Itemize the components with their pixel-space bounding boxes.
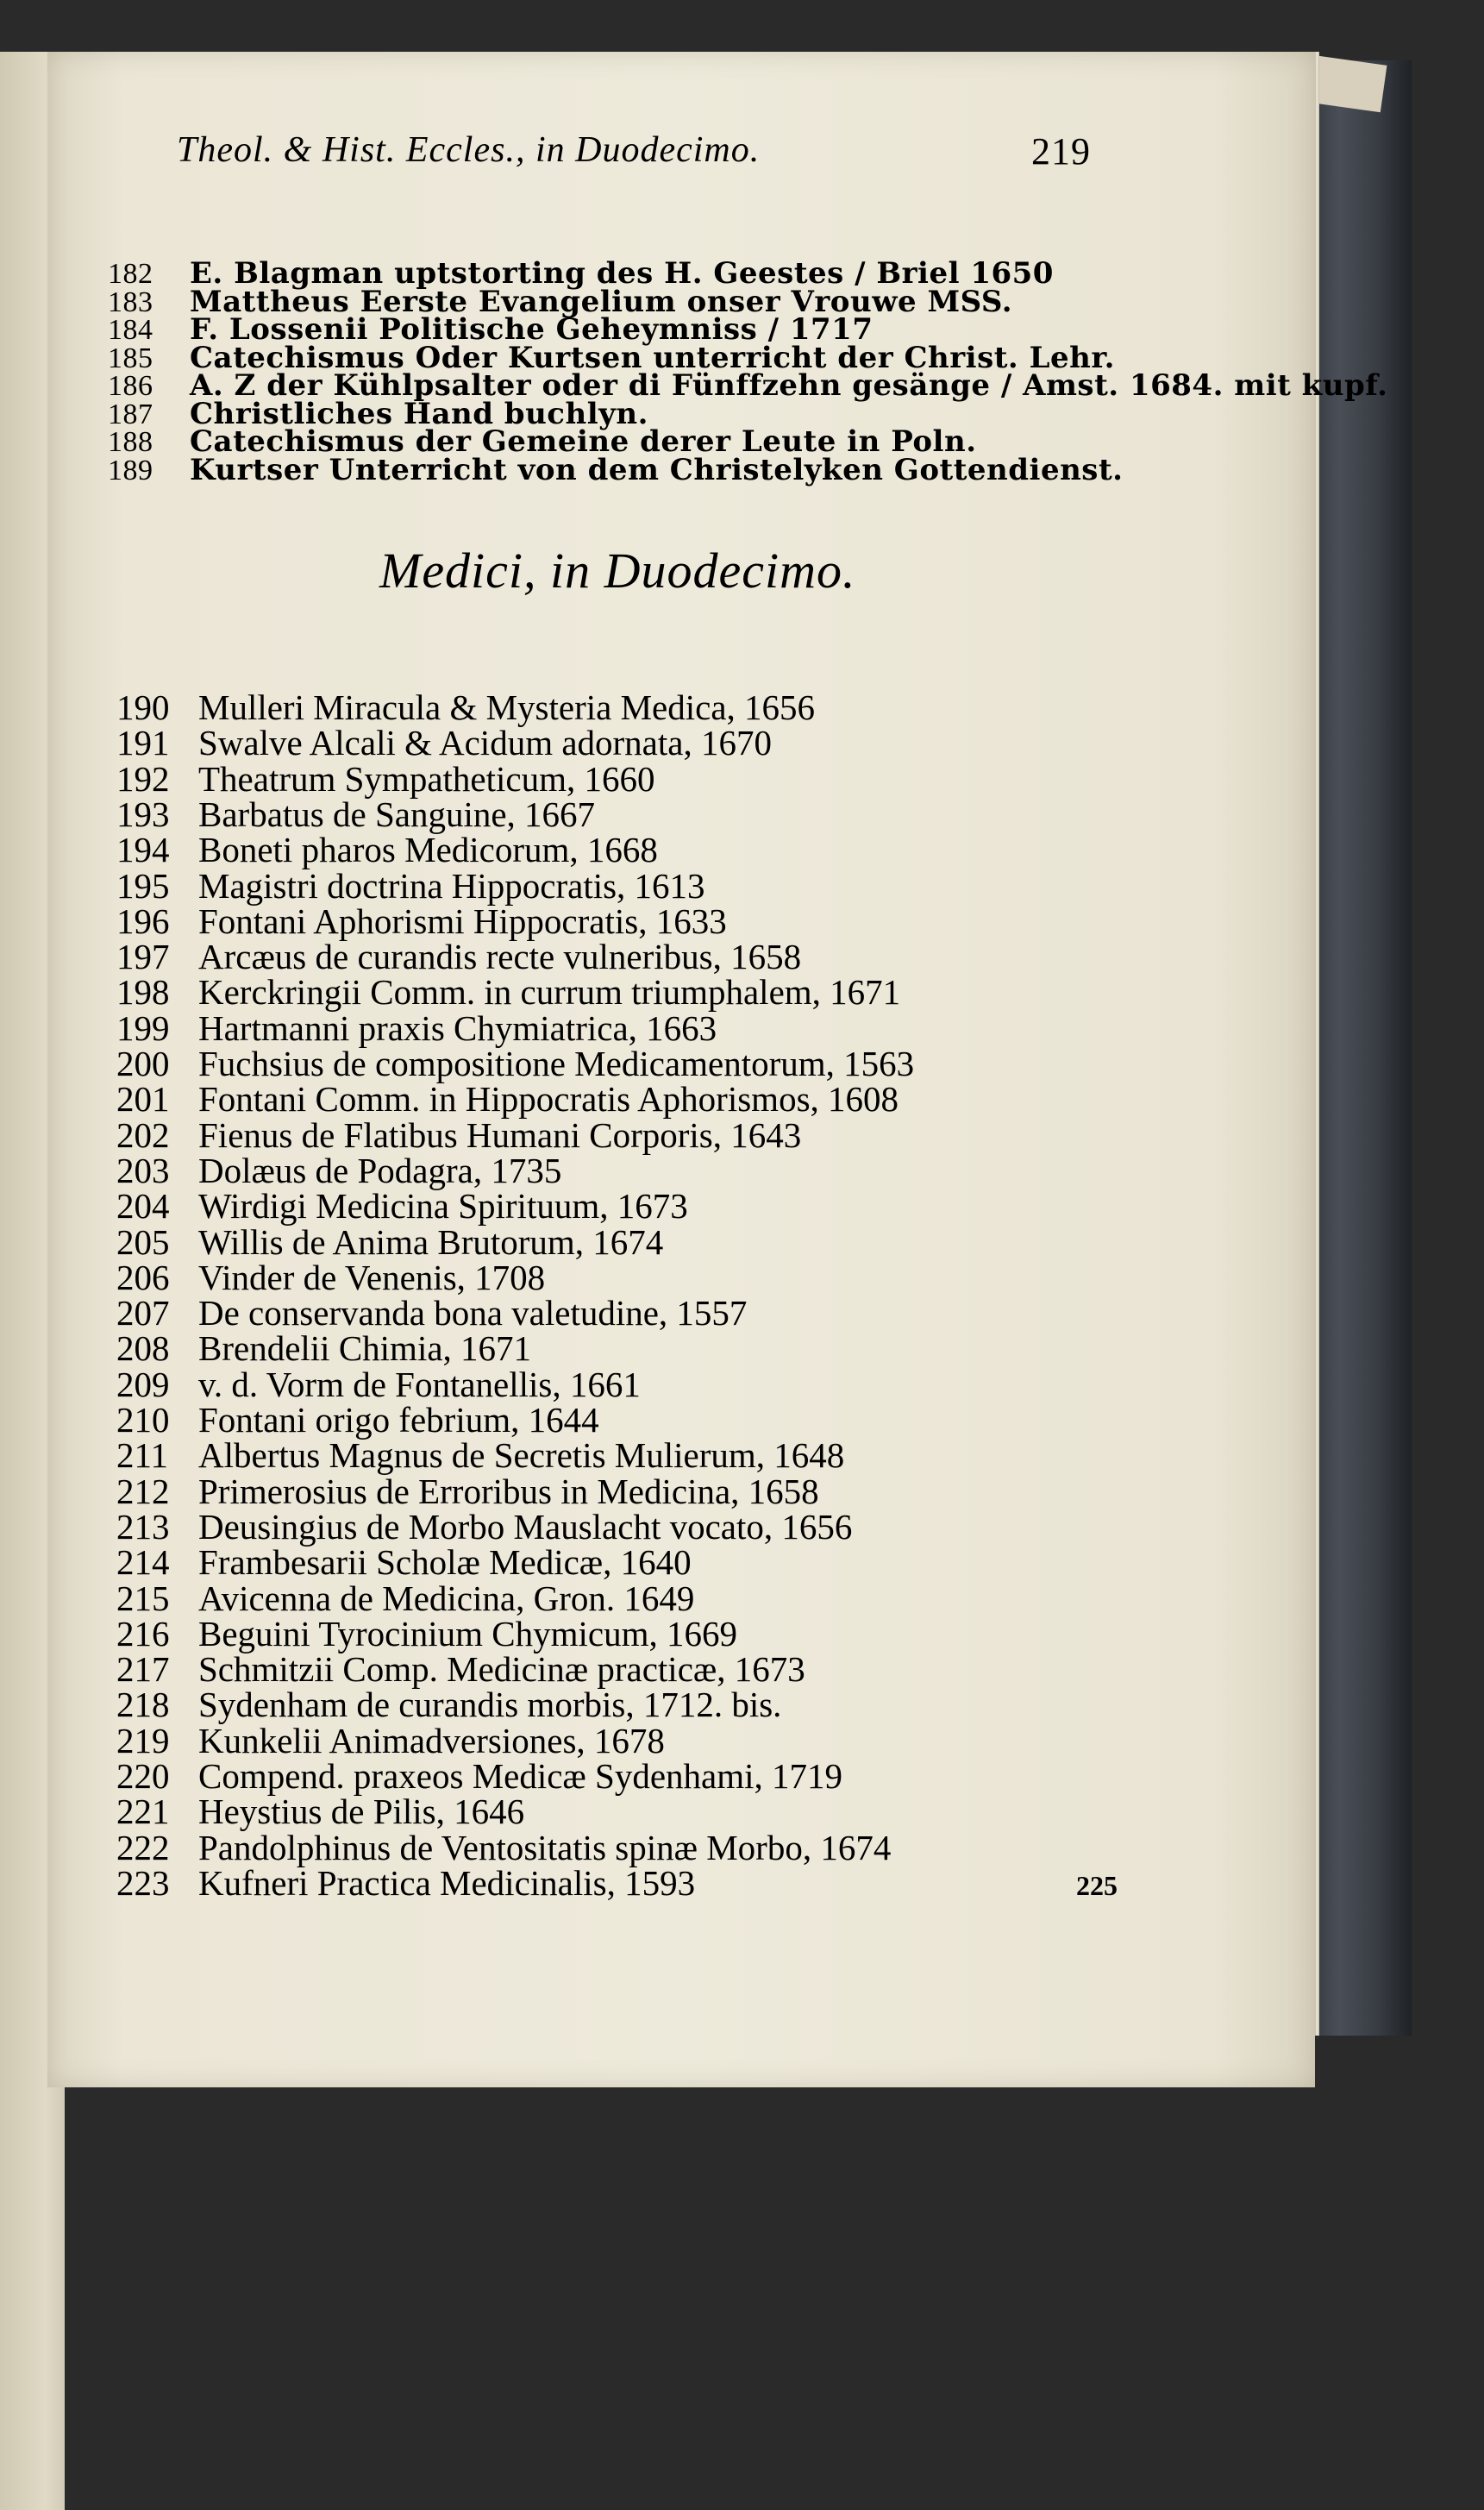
entry-title: Kurtser Unterricht von dem Christelyken Gottendienst. — [190, 452, 1124, 487]
entry-title: Theatrum Sympatheticum, 1660 — [198, 758, 655, 799]
catalog-entry — [116, 1506, 853, 1547]
entry-title: Schmitzii Comp. Medicinæ practicæ, 1673 — [198, 1649, 805, 1690]
catalog-entry — [116, 900, 727, 941]
entry-number: 185 — [108, 342, 153, 374]
catalog-entry — [116, 1720, 665, 1760]
entry-number: 195 — [116, 865, 170, 906]
entry-number: 182 — [108, 258, 153, 290]
entry-number: 184 — [108, 314, 153, 346]
catalog-entry — [116, 1046, 914, 1082]
catalog-entry — [116, 939, 801, 975]
entry-number: 203 — [116, 1150, 170, 1190]
entry-number: 211 — [116, 1435, 168, 1476]
catalog-entry — [116, 1079, 899, 1120]
entry-title: Fontani Aphorismi Hippocratis, 1633 — [198, 900, 727, 941]
catalog-entry — [116, 725, 772, 761]
catalog-entry — [116, 1150, 562, 1190]
entry-number: 223 — [116, 1862, 170, 1903]
entry-number: 209 — [116, 1364, 170, 1404]
catalog-entry — [116, 1402, 599, 1438]
entry-number: 189 — [108, 454, 153, 486]
catalog-entry — [116, 1114, 802, 1155]
entry-number: 193 — [116, 794, 170, 834]
entry-number: 199 — [116, 1007, 170, 1048]
catalog-entry — [116, 794, 596, 834]
catchword: 225 — [1076, 1870, 1118, 1901]
entry-number: 219 — [116, 1720, 170, 1760]
catalog-entry — [116, 1827, 892, 1867]
entry-number: 222 — [116, 1827, 170, 1867]
entry-number: 183 — [108, 286, 153, 318]
catalog-entry — [108, 452, 1124, 487]
entry-title: Magistri doctrina Hippocratis, 1613 — [198, 865, 705, 906]
catalog-entry — [116, 1221, 664, 1262]
catalog-entry — [116, 687, 816, 727]
entry-title: Boneti pharos Medicorum, 1668 — [198, 830, 658, 870]
entry-number: 208 — [116, 1328, 170, 1369]
entry-number: 212 — [116, 1471, 170, 1511]
entry-title: Avicenna de Medicina, Gron. 1649 — [198, 1578, 695, 1618]
entry-title: Vinder de Venenis, 1708 — [198, 1257, 546, 1297]
entry-title: Fontani origo febrium, 1644 — [198, 1400, 599, 1440]
entry-number: 215 — [116, 1578, 170, 1618]
entry-title: E. Blagman uptstorting des H. Geestes / Briel 1650 — [190, 256, 1054, 291]
catalog-entry — [116, 1542, 692, 1583]
entry-title: Christliches Hand buchlyn. — [190, 396, 648, 431]
entry-title: Catechismus Oder Kurtsen unterricht der Christ. Lehr. — [190, 340, 1115, 375]
entry-title: Fuchsius de compositione Medicamentorum, 1563 — [198, 1044, 915, 1083]
entry-number: 206 — [116, 1257, 170, 1297]
entry-number: 202 — [116, 1114, 170, 1155]
catalog-entry — [116, 1578, 695, 1618]
entry-number: 192 — [116, 758, 170, 799]
entry-title: Frambesarii Scholæ Medicæ, 1640 — [198, 1542, 692, 1583]
entry-number: 214 — [116, 1542, 170, 1583]
entry-number: 218 — [116, 1685, 170, 1725]
entry-title: Hartmanni praxis Chymiatrica, 1663 — [198, 1007, 717, 1048]
entry-number: 186 — [108, 370, 153, 402]
entry-title: Fienus de Flatibus Humani Corporis, 1643 — [198, 1114, 802, 1155]
catalog-entry — [116, 972, 901, 1013]
entry-title: Heystius de Pilis, 1646 — [198, 1792, 525, 1832]
entry-title: Brendelii Chimia, 1671 — [198, 1328, 532, 1369]
entry-title: Beguini Tyrocinium Chymicum, 1669 — [198, 1613, 738, 1653]
catalog-entry — [116, 758, 655, 799]
catalog-entry — [116, 1649, 805, 1690]
entry-title: Willis de Anima Brutorum, 1674 — [198, 1221, 664, 1262]
entry-title: Compend. praxeos Medicæ Sydenhami, 1719 — [198, 1756, 843, 1796]
catalog-entry — [116, 865, 705, 906]
entry-title: Primerosius de Erroribus in Medicina, 1658 — [198, 1471, 819, 1511]
entry-title: Barbatus de Sanguine, 1667 — [198, 794, 596, 834]
entry-number: 220 — [116, 1756, 170, 1796]
entry-title: F. Lossenii Politische Geheymniss / 1717 — [190, 312, 873, 347]
entry-title: Kerckringii Comm. in currum triumphalem, 1671 — [198, 972, 901, 1013]
catalog-entry — [116, 832, 658, 868]
entry-number: 216 — [116, 1613, 170, 1653]
running-head — [177, 129, 1091, 181]
entry-title: Catechismus der Gemeine derer Leute in Poln. — [190, 424, 977, 459]
entry-title: De conservanda bona valetudine, 1557 — [198, 1293, 748, 1333]
entry-number: 188 — [108, 426, 153, 458]
entry-number: 196 — [116, 900, 170, 941]
section-heading: Medici, in Duodecimo. — [379, 543, 856, 599]
entry-title: Sydenham de curandis morbis, 1712. bis. — [198, 1685, 782, 1725]
entry-title: Deusingius de Morbo Mauslacht vocato, 1656 — [198, 1506, 853, 1547]
entry-title: Wirdigi Medicina Spirituum, 1673 — [198, 1186, 688, 1227]
entry-number: 201 — [116, 1079, 170, 1120]
entry-title: Mulleri Miracula & Mysteria Medica, 1656 — [198, 687, 816, 727]
catalog-entry — [116, 1792, 525, 1832]
catalog-entry — [116, 1007, 717, 1048]
entry-title: Kunkelii Animadversiones, 1678 — [198, 1720, 665, 1760]
entry-number: 190 — [116, 687, 170, 727]
entry-title: Kufneri Practica Medicinalis, 1593 — [198, 1862, 696, 1903]
catalog-entry — [116, 1862, 696, 1903]
entry-number: 191 — [116, 723, 170, 763]
catalog-entry — [116, 1613, 738, 1653]
page-number: 219 — [1031, 130, 1091, 173]
catalog-entry — [116, 1293, 748, 1333]
catalog-entry — [116, 1756, 843, 1796]
entry-number: 221 — [116, 1792, 170, 1832]
catalog-entry — [116, 1364, 641, 1404]
entry-title: Albertus Magnus de Secretis Mulierum, 1648 — [198, 1435, 845, 1476]
entry-title: Swalve Alcali & Acidum adornata, 1670 — [198, 723, 772, 763]
entry-title: A. Z der Kühlpsalter oder di Fünffzehn gesänge / Amst. 1684. mit kupf. — [190, 368, 1388, 403]
catalog-entry — [116, 1435, 845, 1476]
entry-number: 194 — [116, 830, 170, 870]
entry-title: Mattheus Eerste Evangelium onser Vrouwe MSS. — [190, 284, 1013, 319]
binding-tab — [1312, 56, 1387, 113]
entry-number: 213 — [116, 1506, 170, 1547]
running-head-title: Theol. & Hist. Eccles., in Duodecimo. — [177, 130, 761, 170]
entry-title: Dolæus de Podagra, 1735 — [198, 1150, 562, 1190]
entry-title: Arcæus de curandis recte vulneribus, 1658 — [198, 937, 802, 977]
entry-title: v. d. Vorm de Fontanellis, 1661 — [198, 1364, 641, 1404]
entry-number: 205 — [116, 1221, 170, 1262]
catalog-entry — [116, 1471, 819, 1511]
entry-title: Pandolphinus de Ventositatis spinæ Morbo, 1674 — [198, 1827, 892, 1867]
catalog-entry — [116, 1257, 546, 1297]
catalog-entry — [116, 1186, 688, 1227]
catalog-entry — [116, 1328, 532, 1369]
entry-number: 217 — [116, 1649, 170, 1690]
entry-number: 210 — [116, 1400, 170, 1440]
entry-number: 198 — [116, 972, 170, 1013]
entry-number: 207 — [116, 1293, 170, 1333]
entry-number: 200 — [116, 1044, 170, 1083]
entry-number: 197 — [116, 937, 170, 977]
entry-number: 204 — [116, 1186, 170, 1227]
catalog-entry — [116, 1685, 782, 1725]
entry-number: 187 — [108, 398, 153, 430]
entry-title: Fontani Comm. in Hippocratis Aphorismos, 1608 — [198, 1079, 899, 1120]
